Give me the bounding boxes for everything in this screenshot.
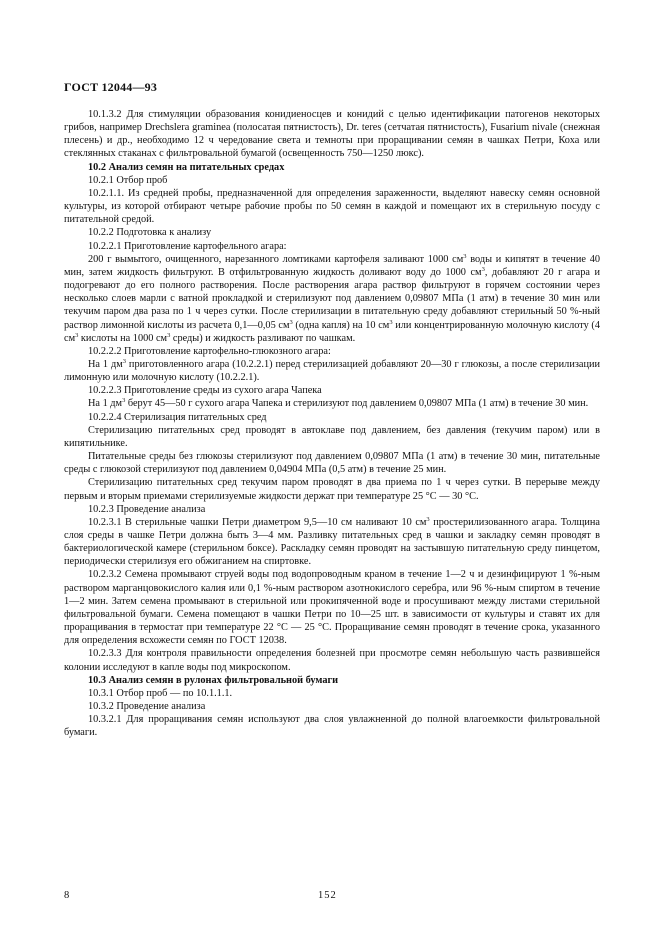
section-heading: 10.2 Анализ семян на питательных средах (88, 161, 285, 173)
section-heading: 10.3 Анализ семян в рулонах фильтровальной бумаги (88, 674, 339, 686)
superscript: 3 (122, 357, 127, 365)
paragraph: Стерилизацию питательных сред проводят в автоклаве под давлением, без давления (текучим паром) или в кипятильнике. (64, 424, 600, 449)
superscript: 3 (122, 397, 126, 405)
superscript: 3 (167, 331, 171, 339)
paragraph: 10.2.3.2 Семена промывают струей воды под водопроводным краном в течение 1—2 ч и дезинфицируют 1 %-ным раствором марганцовокислого калия или 0,1 %-ным раствором азотнокислого серебра, или 96 %-ным спиртом в течение 1—2 мин. Затем семена промывают в стерильной или прокипяченной воде и просушивают между листами стерильной фильтровальной бумаги. Семена помещают в чашки Петри по 10—25 шт. в зависимости от культуры и ставят их для проращивания в термостат при температуре 22 °С — 25 °С. Проращивание семян проводят в течение срока, указанного для определения всхожести семян по ГОСТ 12038. (64, 569, 600, 647)
paragraph: На 1 $дм^3$ приготовленного агара (10.2.2.1) перед стерилизацией добавляют 20—30 г глюкозы, а после стерилизации лимонную или молочную кислоту (10.2.2.1). (64, 357, 601, 384)
paragraph: На 1 $дм^3$ берут 45—50 г сухого агара Чапека и стерилизуют под давлением 0,09807 МПа (1 атм) в течение 30 мин. (88, 397, 589, 410)
page-number: 8 (64, 890, 70, 901)
paragraph: 10.2.3.3 Для контроля правильности определения болезней при просмотре семян небольшую часть развившейся колонии исследуют в капле воды под микроскопом. (64, 648, 600, 673)
subsection-heading: 10.2.2.2 Приготовление картофельно-глюкозного агара: (88, 345, 331, 357)
superscript: 3 (75, 331, 79, 339)
paragraph: Питательные среды без глюкозы стерилизуют под давлением 0,09807 МПа (1 атм) в течение 30 мин, питательные среды с глюкозой стерилизуют под давлением 0,04904 МПа (0,5 атм) в течение 25 мин. (64, 451, 600, 476)
subsection-heading: 10.2.2.1 Приготовление картофельного агара: (88, 240, 287, 252)
superscript: 3 (481, 265, 485, 273)
document-header: ГОСТ 12044—93 (64, 80, 158, 94)
document-body (64, 108, 600, 740)
subsection-heading: 10.2.3 Проведение анализа (88, 503, 206, 515)
superscript: 3 (389, 318, 393, 326)
superscript: 3 (289, 318, 293, 326)
subsection-heading: 10.2.2.3 Приготовление среды из сухого агара Чапека (88, 385, 322, 397)
subsection-heading: 10.2.1 Отбор проб (88, 174, 168, 186)
superscript: 3 (426, 515, 430, 523)
subsection-heading: 10.2.2 Подготовка к анализу (88, 227, 212, 239)
paragraph: 10.2.1.1. Из средней пробы, предназначенной для определения зараженности, выделяют навеску семян основной культуры, из которой отбирают четыре рабочие пробы по 50 семян в каждой и помещают их в стерильную посуду с питательной средой. (64, 187, 600, 226)
superscript: 3 (463, 252, 467, 260)
paragraph: Стерилизацию питательных сред текучим паром проводят в два приема по 1 ч через сутки. В перерыве между первым и вторым приемами стерилизуемые жидкости держат при температуре 25 °С — 30 °С. (64, 477, 600, 502)
subsection-heading: 10.3.1 Отбор проб — по 10.1.1.1. (88, 687, 233, 699)
page-center-number: 152 (318, 890, 337, 901)
paragraph: 10.1.3.2 Для стимуляции образования конидиеносцев и конидий с целью идентификации патогенов некоторых грибов, например Drechslera graminea (полосатая пятнистость), Dr. teres (сетчатая пятнистость), Fusarium nivale (снежная плесень) и др., необходимо 12 ч чередование света и темноты при проращивании семян в чашках Петри, Коха или стеклянных стаканах с фильтровальной бумагой (освещенность 750—1250 люкс). (64, 109, 600, 160)
subsection-heading: 10.2.2.4 Стерилизация питательных сред (88, 411, 267, 423)
paragraph: 200 г вымытого, очищенного, нарезанного ломтиками картофеля заливают 1000 $см^3$ воды и кипятят в течение 40 мин, затем жидкость фильтруют. В отфильтрованную жидкость доливают воду до 1000 $см^3$, добавляют 20 г агара и подогревают до его полного растворения. После растворения агара раствор фильтруют в горячем состоянии через несколько слоев марли с ватной прокладкой и стерилизуют под давлением 0,09807 МПа (1 атм) в течение 30 мин или текучим паром два раза по 1 ч через сутки. После стерилизации в питательную среду добавляют стерильный 50 %-ный раствор лимонной кислоты из расчета 0,1—0,05 $см^3$ (одна капля) на 10 $см^3$ или концентрированную молочную кислоту (4 $см^3$ кислоты на 1000 $см^3$ среды) и жидкость разливают по чашкам. (64, 252, 601, 344)
subsection-heading: 10.3.2 Проведение анализа (88, 701, 206, 713)
paragraph: 10.3.2.1 Для проращивания семян используют два слоя увлажненной до полной влагоемкости фильтровальной бумаги. (64, 714, 600, 739)
paragraph: 10.2.3.1 В стерильные чашки Петри диаметром 9,5—10 см наливают 10 $см^3$ простерилизованного агара. Толщина слоя среды в чашке Петри должна быть 3—4 мм. Разливку питательных сред в чашки и закладку семян проводят в бактериологической камере (стерильном боксе). Раскладку семян проводят на застывшую питательную среду пинцетом, периодически стерилизуя его обжиганием на спиртовке. (64, 515, 600, 568)
